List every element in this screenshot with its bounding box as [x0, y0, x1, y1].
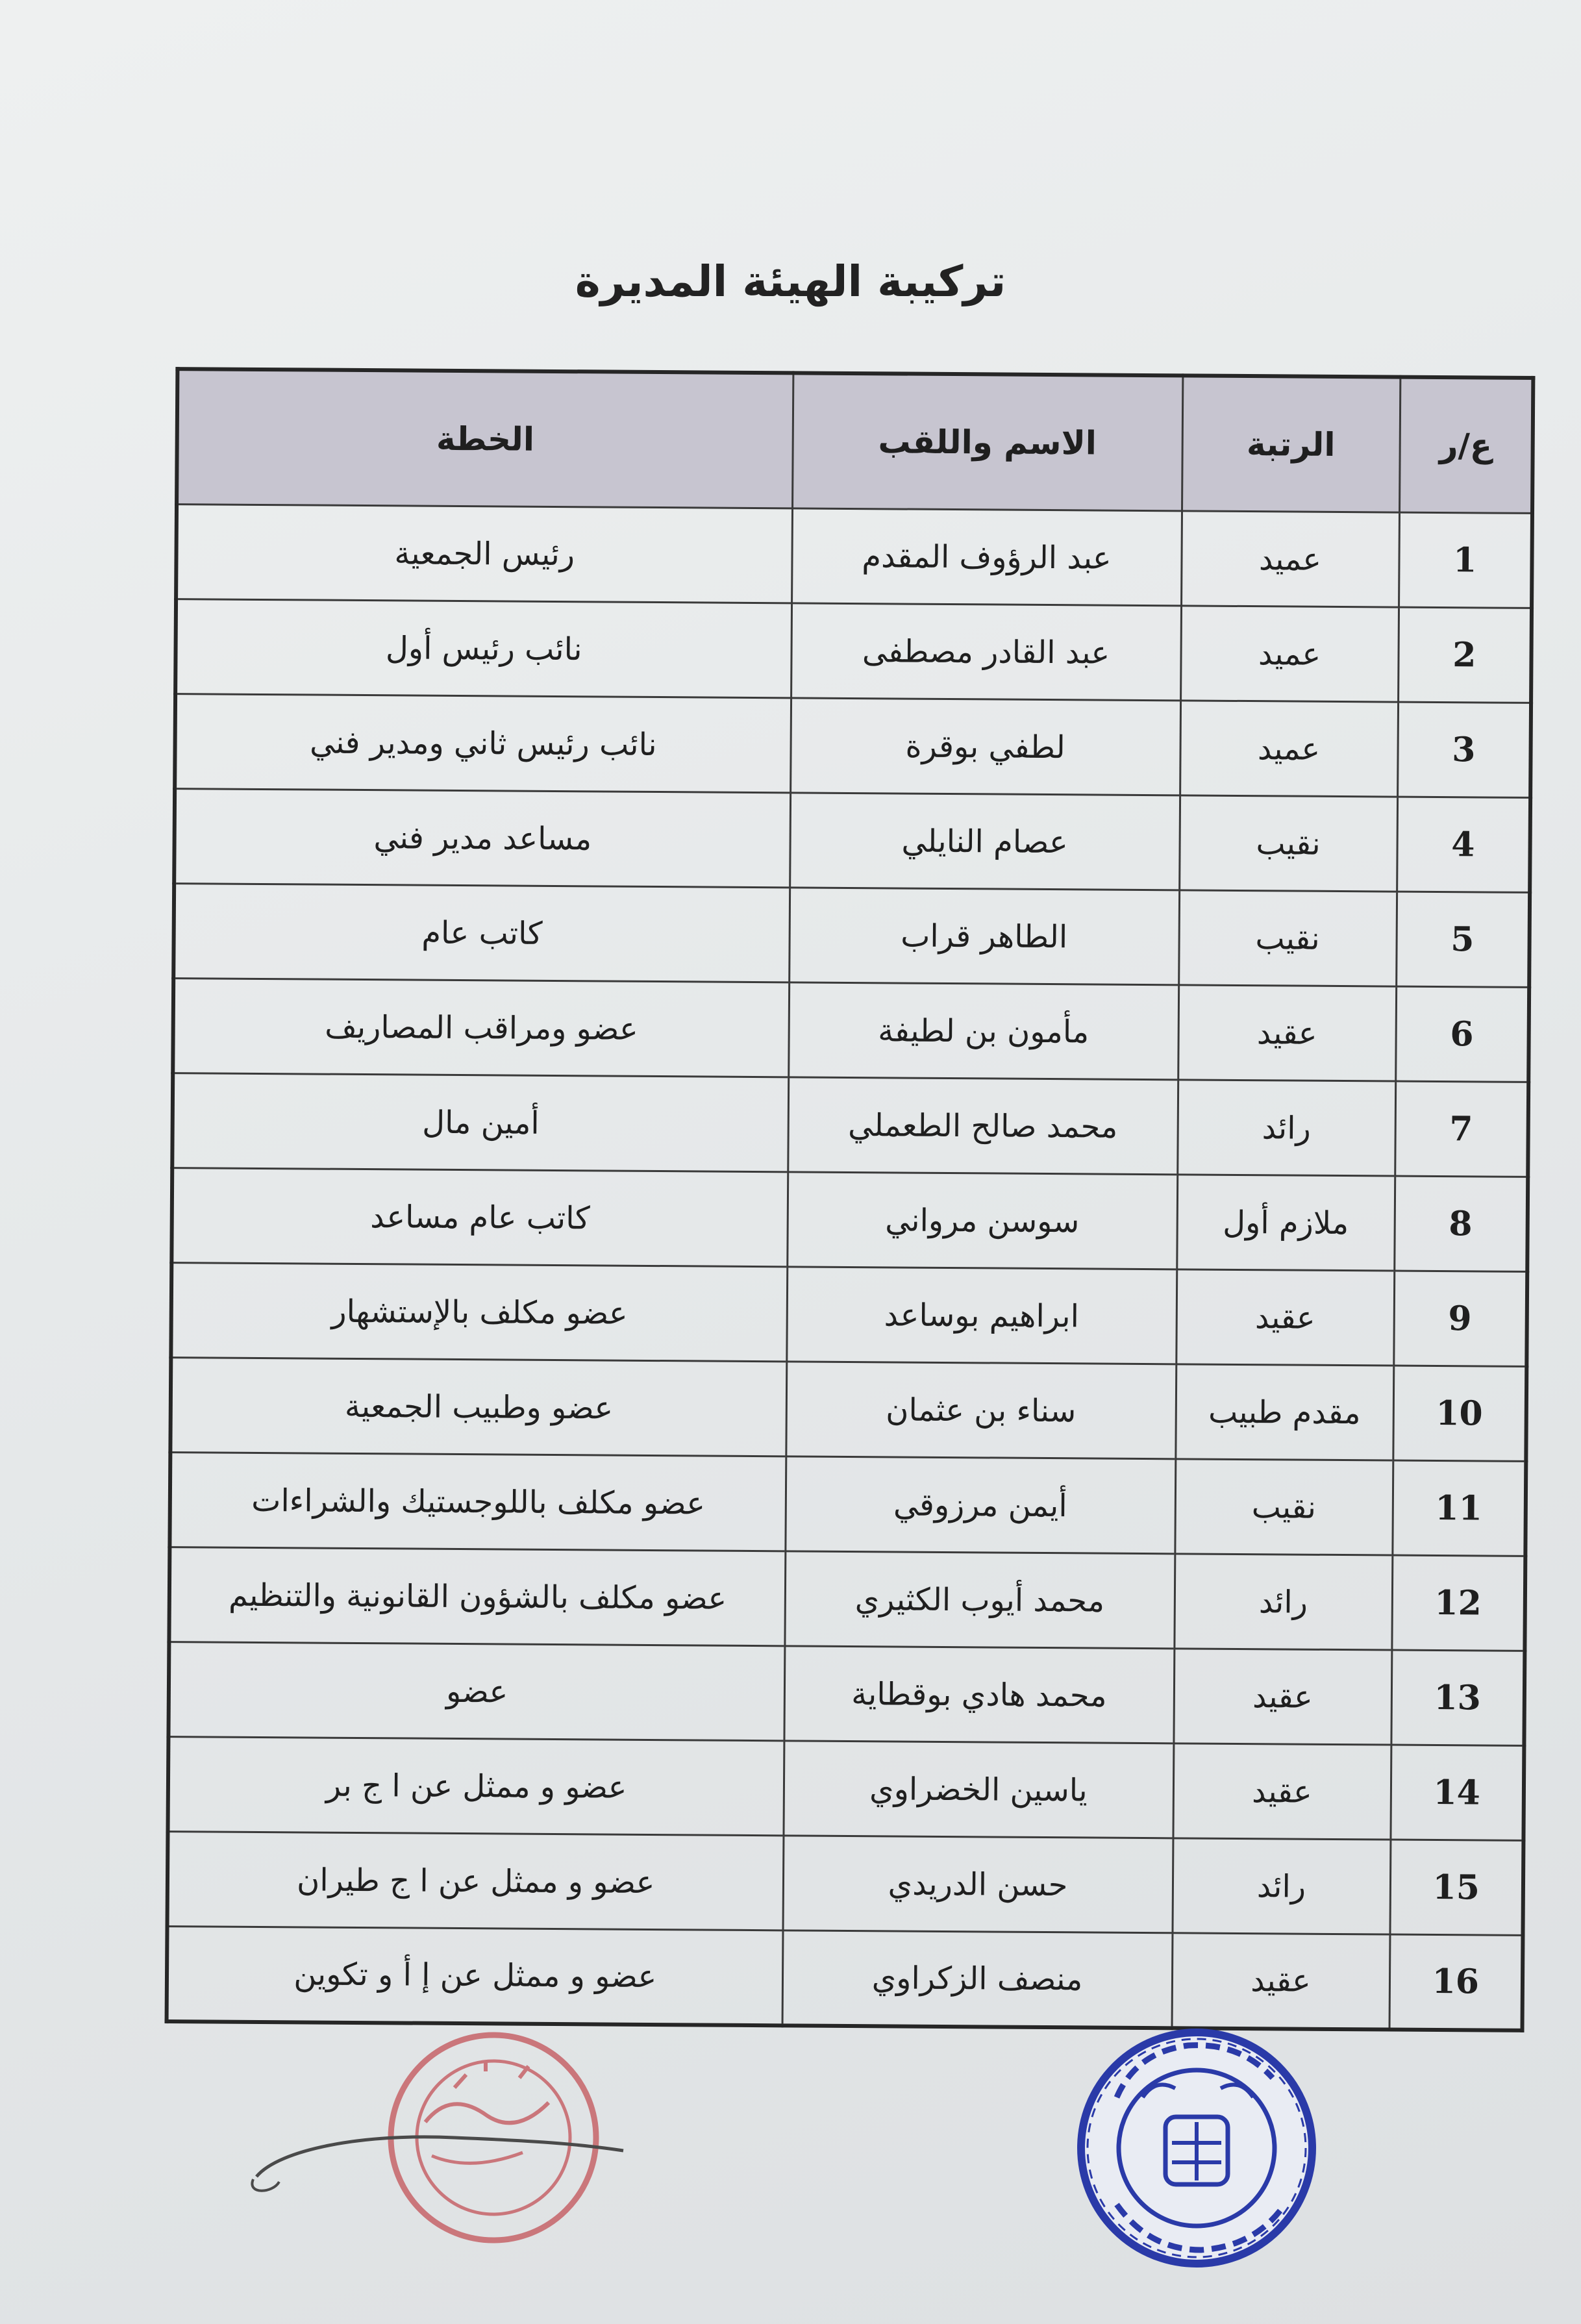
- row-number: 8: [1394, 1176, 1528, 1271]
- table-row: [173, 884, 1530, 988]
- table-row: [171, 1263, 1527, 1367]
- row-number: 6: [1395, 986, 1529, 1082]
- row-name: الطاهر قراب: [789, 888, 1179, 985]
- row-rank: عقيد: [1173, 1743, 1391, 1840]
- row-rank: عميد: [1180, 606, 1399, 702]
- row-rank: عقيد: [1178, 985, 1396, 1081]
- row-rank: عميد: [1180, 701, 1398, 797]
- row-name: منصف الزكراوي: [782, 1930, 1173, 2028]
- table-row: [175, 599, 1532, 703]
- row-rank: رائد: [1172, 1838, 1390, 1934]
- table-row: [175, 694, 1531, 798]
- row-role: نائب رئيس أول: [175, 599, 791, 698]
- row-name: محمد أيوب الكثيري: [784, 1551, 1175, 1649]
- row-role: عضو و ممثل عن إ أ و تكوين: [167, 1927, 783, 2025]
- table-row: [168, 1642, 1525, 1746]
- board-table: [165, 367, 1536, 2032]
- row-role: عضو: [168, 1642, 784, 1741]
- table-row: [170, 1358, 1526, 1462]
- header-number: ع/ر: [1399, 377, 1533, 514]
- row-role: عضو مكلف بالإستشهار: [171, 1263, 787, 1362]
- page-title: تركيبة الهيئة المديرة: [575, 256, 1006, 306]
- row-role: مساعد مدير فني: [174, 789, 790, 888]
- row-name: محمد صالح الطعملي: [788, 1077, 1178, 1175]
- row-number: 4: [1397, 797, 1530, 892]
- row-role: أمين مال: [172, 1073, 788, 1172]
- row-name: سوسن مرواني: [787, 1172, 1177, 1269]
- header-name: الاسم واللقب: [792, 373, 1182, 510]
- row-rank: ملازم أول: [1176, 1175, 1395, 1271]
- row-number: 1: [1399, 512, 1532, 608]
- row-rank: عقيد: [1173, 1649, 1391, 1745]
- row-name: سناء بن عثمان: [786, 1362, 1176, 1459]
- row-rank: عقيد: [1176, 1269, 1394, 1366]
- row-role: عضو و ممثل عن ا ج طيران: [168, 1832, 784, 1930]
- row-name: حسن الدريدي: [782, 1836, 1173, 1933]
- table-row: [174, 789, 1530, 893]
- row-name: أيمن مرزوقي: [785, 1456, 1175, 1554]
- signature-icon: [252, 2137, 623, 2191]
- row-number: 7: [1395, 1081, 1528, 1177]
- row-rank: نقيب: [1179, 795, 1397, 892]
- row-role: عضو مكلف باللوجستيك والشراءات: [169, 1453, 786, 1551]
- row-number: 5: [1396, 892, 1530, 987]
- row-number: 10: [1393, 1366, 1526, 1461]
- table-row: [168, 1832, 1524, 1936]
- table-row: [169, 1453, 1526, 1556]
- row-name: لطفي بوقرة: [790, 698, 1180, 795]
- row-rank: نقيب: [1175, 1459, 1393, 1555]
- row-number: 15: [1389, 1840, 1523, 1935]
- row-name: عبد القادر مصطفى: [791, 603, 1181, 701]
- header-rank: الرتبة: [1182, 375, 1400, 512]
- row-rank: عقيد: [1172, 1933, 1390, 2029]
- row-name: عصام النايلي: [790, 793, 1180, 890]
- row-rank: مقدم طبيب: [1175, 1364, 1393, 1460]
- row-role: عضو مكلف بالشؤون القانونية والتنظيم: [169, 1547, 785, 1646]
- row-rank: عميد: [1181, 511, 1399, 607]
- row-number: 11: [1392, 1460, 1526, 1556]
- table-row: [168, 1737, 1524, 1841]
- row-role: كاتب عام: [173, 884, 790, 982]
- row-rank: رائد: [1174, 1554, 1392, 1650]
- board-table-wrapper: [165, 367, 1536, 2025]
- row-name: مأمون بن لطيفة: [788, 982, 1178, 1080]
- row-role: عضو وطبيب الجمعية: [170, 1358, 786, 1456]
- red-stamp-icon: [391, 2035, 596, 2240]
- header-role: الخطة: [177, 369, 793, 508]
- row-number: 16: [1389, 1934, 1523, 2030]
- row-name: محمد هادي بوقطاية: [784, 1646, 1174, 1743]
- row-name: ياسين الخضراوي: [783, 1741, 1173, 1838]
- row-rank: نقيب: [1178, 890, 1397, 986]
- row-role: نائب رئيس ثاني ومدير فني: [175, 694, 791, 793]
- table-row: [173, 979, 1529, 1082]
- table-row: [171, 1168, 1528, 1272]
- table-row: [176, 505, 1532, 608]
- table-row: [169, 1547, 1525, 1651]
- row-number: 14: [1390, 1745, 1524, 1840]
- row-rank: رائد: [1177, 1080, 1395, 1176]
- row-number: 3: [1397, 702, 1531, 797]
- table-row: [172, 1073, 1528, 1177]
- row-role: عضو ومراقب المصاريف: [173, 979, 789, 1077]
- row-number: 2: [1398, 607, 1532, 703]
- row-number: 12: [1391, 1555, 1525, 1651]
- blue-seal-icon: [1081, 2032, 1312, 2264]
- row-number: 13: [1391, 1650, 1525, 1745]
- row-role: رئيس الجمعية: [176, 505, 792, 603]
- row-role: كاتب عام مساعد: [171, 1168, 788, 1267]
- row-number: 9: [1393, 1271, 1527, 1366]
- table-row: [167, 1927, 1523, 2030]
- table-header-row: [177, 369, 1533, 513]
- row-name: ابراهيم بوساعد: [786, 1267, 1176, 1364]
- row-name: عبد الرؤوف المقدم: [791, 508, 1182, 606]
- row-role: عضو و ممثل عن ا ج بر: [168, 1737, 784, 1836]
